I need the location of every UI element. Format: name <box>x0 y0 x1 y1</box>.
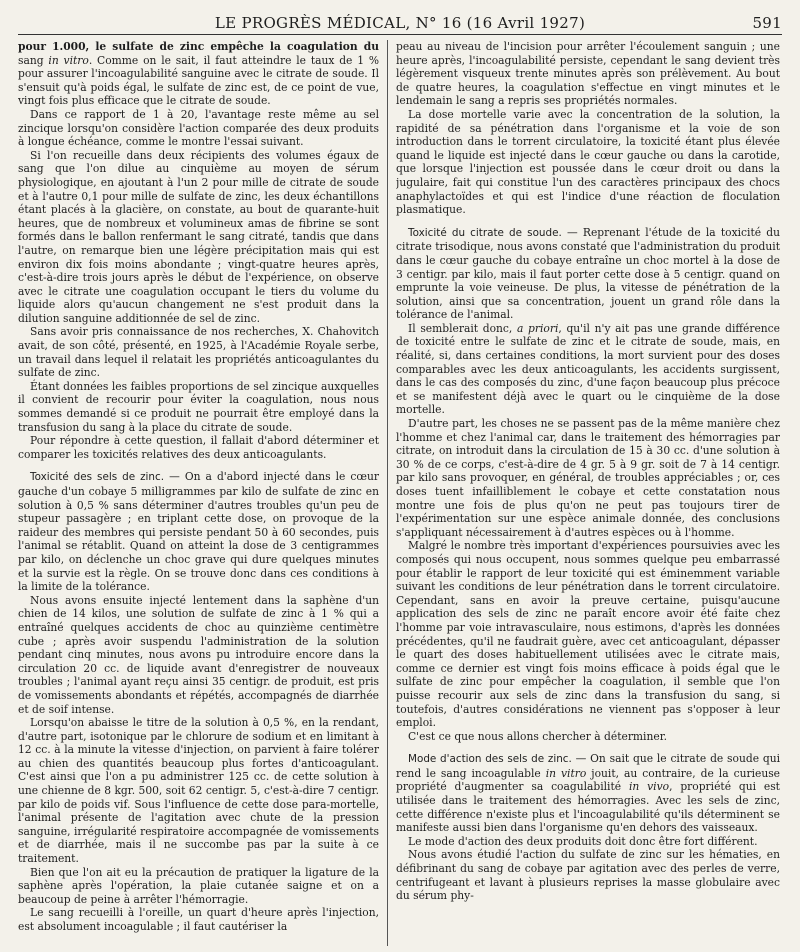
italic-text: in vitro <box>545 766 587 780</box>
section-paragraph <box>396 752 780 835</box>
paragraph: Le mode d'action des deux produits doit donc être fort différent. <box>408 834 758 848</box>
paragraph: D'autre part, les choses ne se passent pas de la même manière chez l'homme et chez l'animal car, dans le traitement des hémorragies par citrate, on introduit dans la circulation de 15 à 30 cc. d'une solution à 30 % de ce corps, c'est-à-dire de 4 gr. 5 à 9 gr. soit de 7 à 14 centigr. par kilo sans provoquer, en général, de troubles appréciables ; or, ces doses tuent infailliblement le cobaye et cette constatation nous montre une fois de plus qu'on ne peut pas toujours tirer de l'expérimentation sur une espèce animale donnée, des conclusions s'appliquant nécessairement à d'autres espèces ou à l'homme. <box>396 417 780 539</box>
header-rule <box>18 34 782 35</box>
paragraph: La dose mortelle varie avec la concentration de la solution, la rapidité de sa pénétration dans l'organisme et la voie de son introduction dans le torrent circulatoire, la toxicité étant plus élevée quand le liquide est injecté dans le cœur gauche ou dans la carotide, que lorsque l'injection est poussée dans le cœur droit ou dans la jugulaire, fait qui constitue l'un des caractères principaux des chocs anaphylactoïdes et qui est l'indice d'une réaction de floculation plasmatique. <box>396 107 780 217</box>
text-run: jouit, au contraire, de la curieuse propriété d'augmenter sa coagulabilité <box>396 766 780 794</box>
paragraph: Étant données les faibles proportions de sel zincique auxquelles il convient de recourir pour éviter la coagulation, nous nous sommes demandé si ce produit ne pourrait être employé dans la transfusion du sang à la place du citrate de soude. <box>18 379 379 434</box>
left-column <box>18 40 379 946</box>
paragraph: Bien que l'on ait eu la précaution de pratiquer la ligature de la saphène après l'opération, la plaie cutanée saigne et on a beaucoup de peine à arrêter l'hémorragie. <box>18 865 379 906</box>
text-run: Il semblerait donc, <box>408 321 517 335</box>
paragraph: Le sang recueilli à l'oreille, un quart d'heure après l'injection, est absolument incoagulable ; il faut cautériser la <box>18 906 379 933</box>
section-paragraph <box>396 226 780 322</box>
page-number: 591 <box>752 14 782 32</box>
text-run: sang <box>18 53 49 67</box>
paragraph: Dans ce rapport de 1 à 20, l'avantage reste même au sel zincique lorsqu'on considère l'action comparée des deux produits à longue échéance, comme le montre l'essai suivant. <box>18 107 379 149</box>
paragraph: Malgré le nombre très important d'expériences poursuivies avec les composés qui nous occupent, nous sommes quelque peu embarrassé pour établir le rapport de leur toxicité qui est éminemment variable suivant les conditions de leur pénétration dans le torrent circulatoire. Cependant, sans en avoir la preuve certaine, puisqu'aucune application des sels de zinc ne paraît encore avoir été faite chez l'homme par voie intravasculaire, nous estimons, d'après les données précédentes, qu'il ne faudrait guère, avec cet anticoagulant, dépasser le quart des doses habituellement utilisées avec le citrate mais, comme ce dernier est vingt fois moins efficace à poids égal que le sulfate de zinc pour empêcher la coagulation, il semble que l'on puisse recourir aux sels de zinc dans la transfusion du sang, si toutefois, d'autres considérations ne viennent pas s'opposer à leur emploi. <box>396 539 780 730</box>
page-header <box>18 12 782 32</box>
paragraph: Lorsqu'on abaisse le titre de la solution à 0,5 %, en la rendant, d'autre part, isotonique par le chlorure de sodium et en limitant à 12 cc. à la minute la vitesse d'injection, on parvient à faire tolérer au chien des quantités beaucoup plus fortes d'anticoagulant. C'est ainsi que l'on a pu administrer 125 cc. de cette solution à une chienne de 8 kgr. 500, soit 62 centigr. 5, c'est-à-dire 7 centigr. par kilo de poids vif. Sous l'influence de cette dose para-mortelle, l'animal présente de l'agitation avec chute de la pression sanguine, irrégularité respiratoire accompagnée de vomissements et de diarrhée, mais il ne succombe pas par la suite à ce traitement. <box>18 716 379 866</box>
paragraph: peau au niveau de l'incision pour arrêter l'écoulement sanguin ; une heure après, l'incoagulabilité persiste, cependant le sang devient très légèrement visqueux trente minutes après son prélèvement. Au bout de quatre heures, la coagulation s'effectue en vingt minutes et le lendemain le sang a repris ses propriétés normales. <box>396 40 780 108</box>
text-run: — Reprenant l'étude de la toxicité du citrate trisodique, nous avons constaté que l'administration du produit dans le cœur gauche du cobaye entraîne un choc mortel à la dose de 3 centigr. par kilo, mais il faut porter cette dose à 5 centigr. quand on emprunte la voie veineuse. De plus, la vitesse de pénétration de la solution, ainsi que sa concentration, jouent un grand rôle dans la tolérance de l'animal. <box>396 225 780 322</box>
section-paragraph <box>18 470 379 593</box>
italic-text: in vitro <box>48 53 89 67</box>
paragraph <box>396 322 780 417</box>
right-column <box>396 40 780 946</box>
bold-text: pour 1.000, le sulfate de zinc empêche la coagulation du <box>18 40 379 53</box>
paragraph: Si l'on recueille dans deux récipients des volumes égaux de sang que l'on dilue au cinquième au moyen de sérum physiologique, en ajoutant à l'un 2 pour mille de citrate de soude et à l'autre 0,1 pour mille de sulfate de zinc, les deux échantillons étant placés à la glacière, on constate, au bout de quarante-huit heures, que de nombreux et volumineux amas de fibrine se sont formés dans le ballon renfermant le sang citraté, tandis que dans l'autre, on remarque bien une légère précipitation mais qui est environ dix fois moins abondante ; vingt-quatre heures après, c'est-à-dire trois jours après le début de l'expérience, on observe avec le citrate une coagulation occupant le tiers du volume du liquide alors qu'aucun changement ne s'est produit dans la dilution sanguine additionnée de sel de zinc. <box>18 148 379 325</box>
paragraph <box>18 40 379 108</box>
paragraph: C'est ce que nous allons chercher à déterminer. <box>408 729 668 743</box>
section-heading: Toxicité du citrate de soude. <box>408 226 562 239</box>
section-heading: Mode d'action des sels de zinc. <box>408 753 572 766</box>
paragraph: Sans avoir pris connaissance de nos recherches, X. Chahovitch avait, de son côté, présenté, en 1925, à l'Académie Royale serbe, un travail dans lequel il relatait les propriétés anticoagulantes du sulfate de zinc. <box>18 325 379 380</box>
text-run: , qu'il n'y ait pas une grande différence de toxicité entre le sulfate de zinc et le citrate de soude, mais, en réalité, si, dans certaines conditions, la mort survient pour des doses comparables avec les deux anticoagulants, les accidents surgissent, dans le cas des composés du zinc, d'une façon beaucoup plus précoce et se manifestent déjà avec le quart ou le cinquième de la dose mortelle. <box>396 321 780 417</box>
paragraph: Pour répondre à cette question, il fallait d'abord déterminer et comparer les toxicités relatives des deux anticoagulants. <box>18 434 379 461</box>
text-run: — On sait que le citrate de soude qui rend le sang incoagulable <box>396 752 780 780</box>
column-divider <box>387 40 388 946</box>
text-run: — On a d'abord injecté dans le cœur gauche d'un cobaye 5 milligrammes par kilo de sulfate de zinc en solution à 0,5 % sans déterminer d'autres troubles qu'un peu de stupeur passagère ; en triplant cette dose, on provoque de la raideur des membres qui persiste pendant 50 à 60 secondes, puis l'animal se rétablit. Quand on atteint la dose de 3 centigrammes par kilo, on déclenche un choc grave qui dure quelques minutes et la survie est la règle. On se trouve donc dans ces conditions à la limite de la tolérance. <box>18 470 379 594</box>
paragraph: Nous avons ensuite injecté lentement dans la saphène d'un chien de 14 kilos, une solution de sulfate de zinc à 1 % qui a entraîné quelques accidents de choc au quinzième centimètre cube ; après avoir suspendu l'administration de la solution pendant cinq minutes, nous avons pu introduire encore dans la circulation 20 cc. de liquide avant d'enregistrer de nouveaux troubles ; l'animal ayant reçu ainsi 35 centigr. de produit, est pris de vomissements abondants et répétés, accompagnés de diarrhée et de soif intense. <box>18 593 379 716</box>
italic-text: in vivo <box>628 780 670 794</box>
journal-title: LE PROGRÈS MÉDICAL, N° 16 (16 Avril 1927) <box>214 14 586 32</box>
text-run: , propriété qui est utilisée dans le traitement des hémorragies. Avec les sels de zinc, cette différence n'existe plus et l'incoagulabilité qu'ils déterminent se manifeste aussi bien dans l'organisme qu'en dehors des vaisseaux. <box>396 780 780 835</box>
section-heading: Toxicité des sels de zinc. <box>30 471 165 484</box>
paragraph: Nous avons étudié l'action du sulfate de zinc sur les hématies, en défibrinant du sang de cobaye par agitation avec des perles de verre, centrifugeant et lavant à plusieurs reprises la masse globulaire avec du sérum phy- <box>396 848 780 903</box>
text-run: . Comme on le sait, il faut atteindre le taux de 1 % pour assurer l'incoagulabilité sanguine avec le citrate de soude. Il s'ensuit qu'à poids égal, le sulfate de zinc est, de ce point de vue, vingt fois plus efficace que le citrate de soude. <box>18 53 379 108</box>
italic-text: a priori <box>516 321 559 335</box>
